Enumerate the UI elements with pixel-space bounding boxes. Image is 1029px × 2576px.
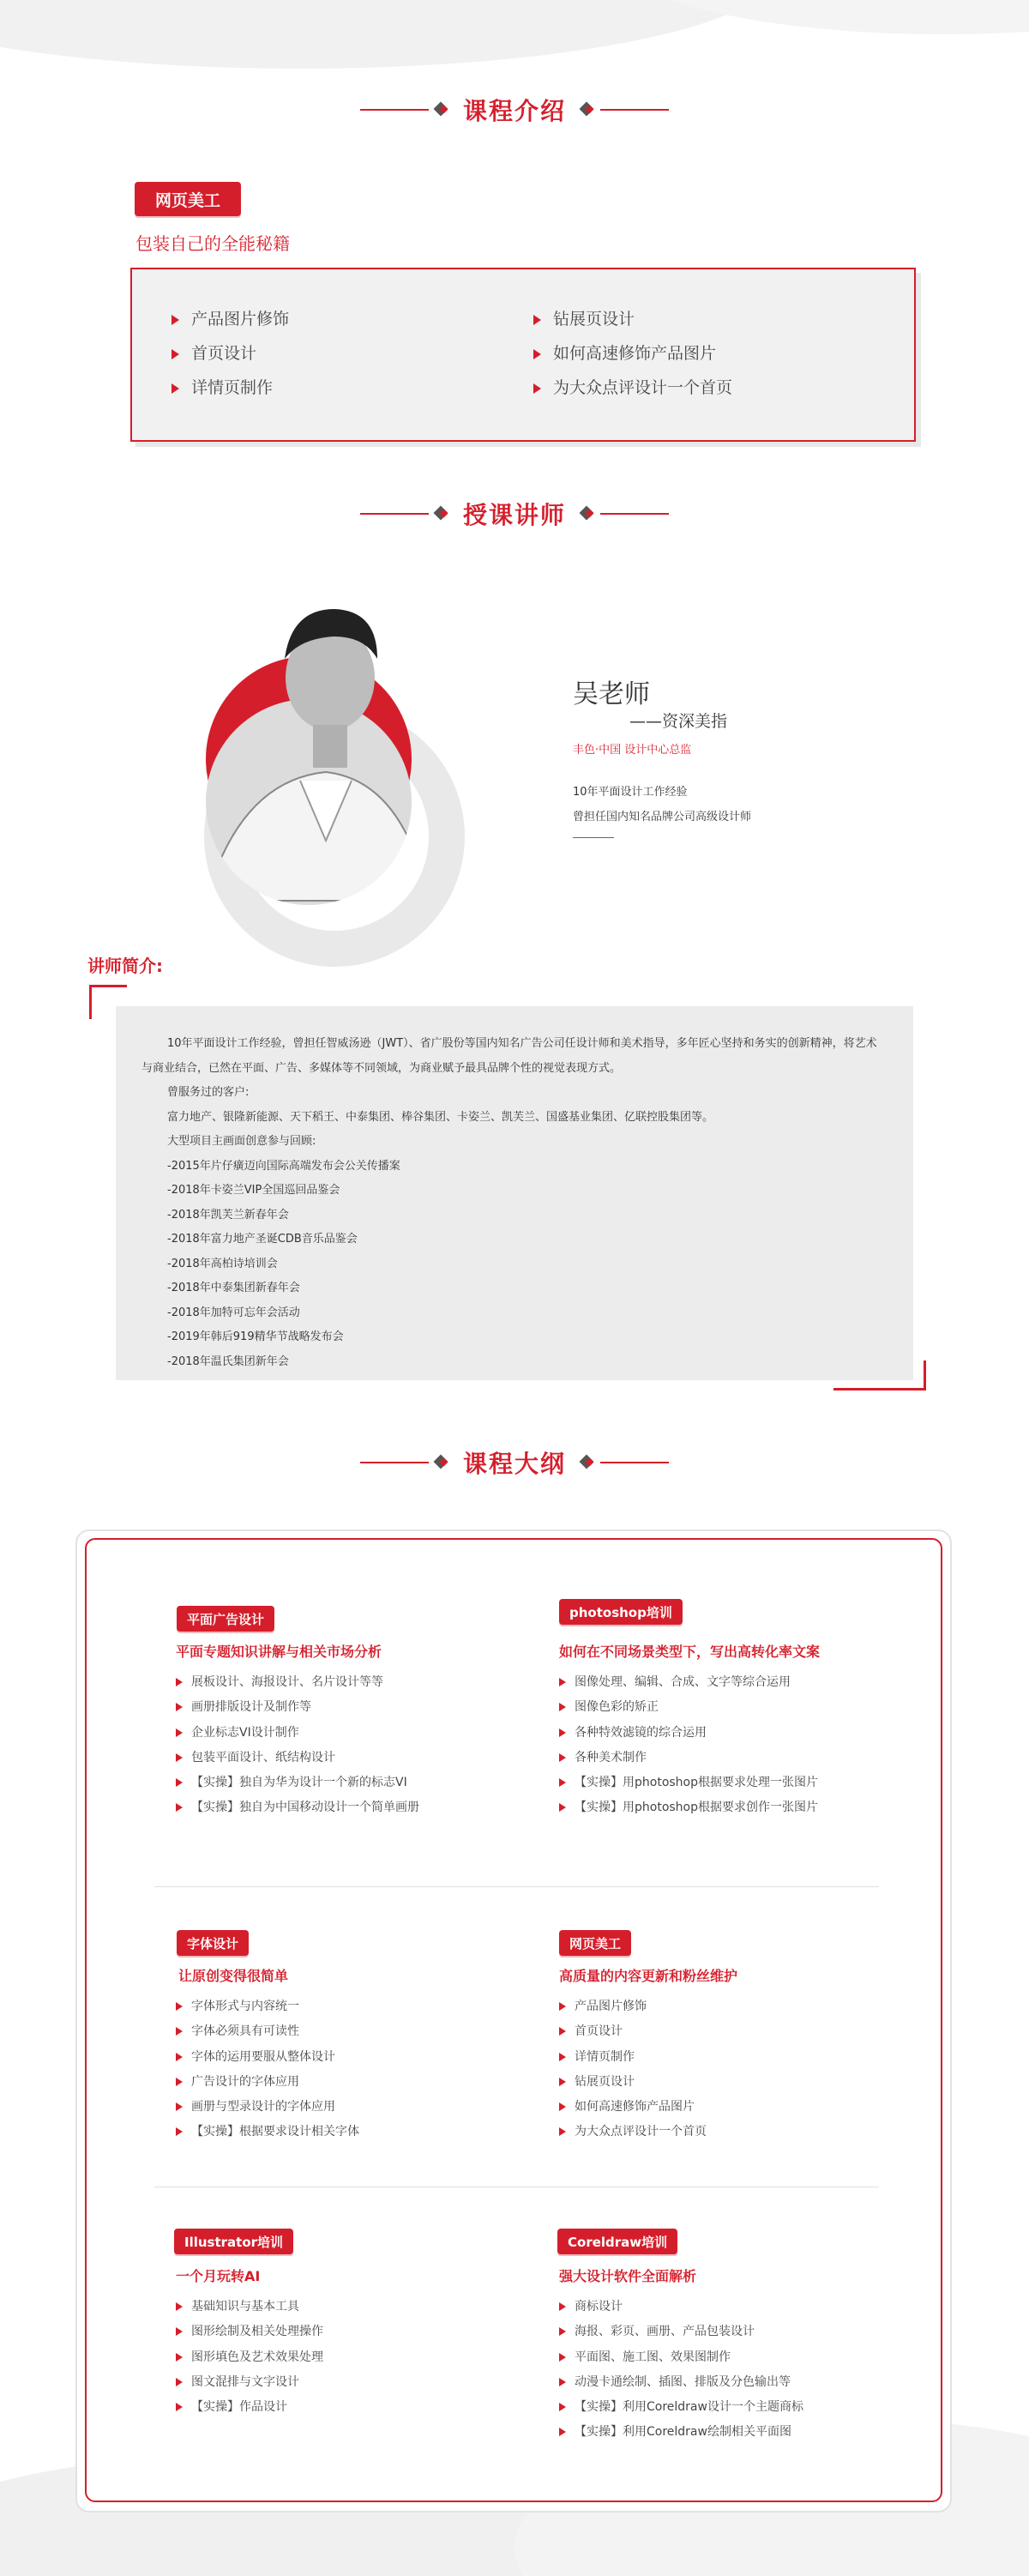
list-item: 广告设计的字体应用 (176, 2070, 359, 2095)
arrow-icon (176, 1778, 183, 1787)
list-item: 基础知识与基本工具 (176, 2295, 323, 2320)
list-item: 画册与型录设计的字体应用 (176, 2095, 359, 2120)
list-item: 图文混排与文字设计 (176, 2370, 323, 2395)
title-line-right (600, 1462, 669, 1463)
module-subtitle: 如何在不同场景类型下，写出高转化率文案 (559, 1644, 821, 1660)
bio-line: -2018年富力地产圣诞CDB音乐品鉴会 (167, 1233, 358, 1246)
list-item: 包装平面设计、纸结构设计 (176, 1746, 419, 1771)
arrow-icon (176, 2127, 183, 2136)
bio-line: 曾服务过的客户: (167, 1086, 250, 1099)
bio-line: 大型项目主画面创意参与回顾: (167, 1135, 316, 1148)
list-item: 如何高速修饰产品图片 (533, 336, 732, 371)
list-item: 展板设计、海报设计、名片设计等等 (176, 1670, 419, 1695)
list-item: 为大众点评设计一个首页 (533, 371, 732, 405)
list-item: 商标设计 (559, 2295, 803, 2320)
bio-line: -2018年温氏集团新年会 (167, 1354, 289, 1368)
module-list (559, 2295, 803, 2446)
arrow-icon (559, 2027, 566, 2036)
arrow-icon (559, 2053, 566, 2061)
bio-line: -2018年中泰集团新春年会 (167, 1282, 300, 1294)
bio-corner-bottom (833, 1388, 926, 1391)
arrow-icon (176, 2378, 183, 2386)
module-tag: photoshop培训 (559, 1599, 683, 1625)
teacher-org: 丰色·中国 设计中心总监 (573, 744, 692, 757)
diamond-icon (580, 102, 595, 118)
list-item: 图形绘制及相关处理操作 (176, 2320, 323, 2344)
arrow-icon (559, 1778, 566, 1787)
list-item: 【实操】独自为华为设计一个新的标志VI (176, 1771, 419, 1795)
list-item: 为大众点评设计一个首页 (559, 2120, 707, 2145)
intro-subtitle: 包装自己的全能秘籍 (135, 233, 290, 254)
arrow-icon (176, 2327, 183, 2336)
teacher-portrait (172, 558, 532, 986)
arrow-icon (176, 2403, 183, 2411)
title-line-right (600, 513, 669, 515)
list-item: 海报、彩页、画册、产品包装设计 (559, 2320, 803, 2344)
arrow-icon (172, 315, 179, 325)
arrow-icon (176, 1703, 183, 1711)
arrow-icon (176, 2078, 183, 2086)
teacher-title: ——资深美指 (629, 712, 728, 731)
portrait-graphic (172, 558, 532, 986)
bio-corner-bottom-v (924, 1360, 926, 1391)
module-divider (154, 1886, 879, 1887)
module-subtitle: 平面专题知识讲解与相关市场分析 (176, 1644, 382, 1660)
list-item: 画册排版设计及制作等 (176, 1695, 419, 1720)
bio-corner-top (89, 985, 127, 987)
module-tag: 字体设计 (177, 1930, 249, 1956)
arrow-icon (559, 2078, 566, 2086)
list-item: 企业标志VI设计制作 (176, 1721, 419, 1746)
title-line-left (360, 513, 429, 515)
list-item: 字体的运用要服从整体设计 (176, 2045, 359, 2070)
list-item: 钻展页设计 (533, 302, 732, 336)
title-line-right (600, 109, 669, 111)
arrow-icon (559, 2378, 566, 2386)
section-title-text: 授课讲师 (462, 501, 566, 529)
arrow-icon (176, 2053, 183, 2061)
bio-box (116, 1006, 913, 1380)
list-item: 详情页制作 (172, 371, 289, 405)
list-item: 各种美术制作 (559, 1746, 818, 1771)
module-list (176, 1670, 419, 1821)
list-item: 【实操】作品设计 (176, 2395, 323, 2420)
arrow-icon (559, 1678, 566, 1686)
teacher-underline (573, 837, 614, 838)
list-item: 产品图片修饰 (559, 1994, 707, 2019)
intro-left-list (172, 302, 289, 405)
list-item: 首页设计 (559, 2019, 707, 2044)
arrow-icon (559, 2403, 566, 2411)
list-item: 【实操】用photoshop根据要求处理一张图片 (559, 1771, 818, 1795)
arrow-icon (559, 1728, 566, 1737)
list-item: 字体形式与内容统一 (176, 1994, 359, 2019)
module-list (176, 2295, 323, 2420)
diamond-icon (434, 1455, 449, 1470)
section-title-intro (0, 93, 1029, 127)
list-item: 详情页制作 (559, 2045, 707, 2070)
diamond-icon (434, 102, 449, 118)
module-list (559, 1670, 818, 1821)
list-item: 产品图片修饰 (172, 302, 289, 336)
bio-line: -2018年高柏诗培训会 (167, 1257, 278, 1270)
arrow-icon (559, 2327, 566, 2336)
list-item: 钻展页设计 (559, 2070, 707, 2095)
arrow-icon (559, 1703, 566, 1711)
teacher-exp-2: 曾担任国内知名品牌公司高级设计师 (573, 811, 752, 823)
module-subtitle: 强大设计软件全面解析 (559, 2268, 697, 2284)
intro-tag: 网页美工 (135, 182, 241, 216)
bio-line: -2018年凯芙兰新春年会 (167, 1208, 289, 1222)
module-tag: Coreldraw培训 (557, 2229, 677, 2254)
bio-line: 富力地产、银隆新能源、天下稻王、中泰集团、棒谷集团、卡姿兰、凯芙兰、国盛基业集团、亿联控股集团等。 (167, 1110, 714, 1124)
list-item: 首页设计 (172, 336, 289, 371)
list-item: 【实操】独自为中国移动设计一个简单画册 (176, 1795, 419, 1820)
teacher-name: 吴老师 (573, 679, 650, 709)
arrow-icon (176, 2302, 183, 2311)
arrow-icon (176, 1728, 183, 1737)
arrow-icon (559, 2428, 566, 2436)
bio-line: -2019年韩后919精华节战略发布会 (167, 1330, 344, 1343)
arrow-icon (559, 2102, 566, 2111)
intro-right-list (533, 302, 732, 405)
arrow-icon (176, 1803, 183, 1812)
list-item: 图像色彩的矫正 (559, 1695, 818, 1720)
bio-paragraph: 10年平面设计工作经验，曾担任智威汤逊（JWT）、省广股份等国内知名广告公司任设计师和美术指导，多年匠心坚持和务实的创新精神，将艺术与商业结合，已然在平面、广告、多媒体等不同领域，为商业赋予最具品牌个性的视觉表现方式。 (141, 1037, 877, 1075)
bio-heading: 讲师简介: (87, 956, 163, 976)
section-title-text: 课程大纲 (462, 1450, 566, 1478)
arrow-icon (176, 2002, 183, 2011)
top-background-swoosh (0, 0, 772, 69)
module-subtitle: 高质量的内容更新和粉丝维护 (559, 1968, 738, 1984)
arrow-icon (559, 2127, 566, 2136)
list-item: 动漫卡通绘制、插图、排版及分色输出等 (559, 2370, 803, 2395)
arrow-icon (176, 2353, 183, 2362)
list-item: 平面图、施工图、效果图制作 (559, 2345, 803, 2370)
arrow-icon (176, 1678, 183, 1686)
arrow-icon (559, 1753, 566, 1762)
arrow-icon (172, 383, 179, 394)
arrow-icon (172, 349, 179, 359)
arrow-icon (559, 2302, 566, 2311)
module-list (559, 1994, 707, 2145)
module-tag: 网页美工 (559, 1930, 631, 1956)
section-title-text: 课程介绍 (462, 97, 566, 125)
section-title-outline (0, 1445, 1029, 1480)
arrow-icon (176, 2027, 183, 2036)
diamond-icon (580, 1455, 595, 1470)
arrow-icon (559, 1803, 566, 1812)
arrow-icon (559, 2002, 566, 2011)
bio-line: -2018年卡姿兰VIP全国巡回品鉴会 (167, 1184, 340, 1197)
arrow-icon (533, 383, 541, 394)
module-tag: Illustrator培训 (174, 2229, 293, 2254)
list-item: 各种特效滤镜的综合运用 (559, 1721, 818, 1746)
bio-line: -2015年片仔癀迈向国际高端发布会公关传播案 (167, 1159, 400, 1173)
list-item: 【实操】利用Coreldraw设计一个主题商标 (559, 2395, 803, 2420)
list-item: 如何高速修饰产品图片 (559, 2095, 707, 2120)
arrow-icon (533, 315, 541, 325)
title-line-left (360, 1462, 429, 1463)
list-item: 【实操】用photoshop根据要求创作一张图片 (559, 1795, 818, 1820)
module-subtitle: 一个月玩转AI (176, 2268, 261, 2284)
list-item: 图像处理、编辑、合成、文字等综合运用 (559, 1670, 818, 1695)
module-list (176, 1994, 359, 2145)
arrow-icon (176, 1753, 183, 1762)
bio-corner-top-v (89, 985, 92, 1019)
diamond-icon (434, 506, 449, 522)
bio-line: -2018年加特可忘年会活动 (167, 1306, 300, 1319)
teacher-exp-1: 10年平面设计工作经验 (573, 786, 688, 799)
section-title-teacher (0, 497, 1029, 531)
list-item: 图形填色及艺术效果处理 (176, 2345, 323, 2370)
arrow-icon (176, 2102, 183, 2111)
list-item: 字体必须具有可读性 (176, 2019, 359, 2044)
title-line-left (360, 109, 429, 111)
module-tag: 平面广告设计 (177, 1606, 274, 1632)
list-item: 【实操】利用Coreldraw绘制相关平面图 (559, 2420, 803, 2445)
arrow-icon (559, 2353, 566, 2362)
list-item: 【实操】根据要求设计相关字体 (176, 2120, 359, 2145)
arrow-icon (533, 349, 541, 359)
module-subtitle: 让原创变得很简单 (178, 1968, 289, 1984)
diamond-icon (580, 506, 595, 522)
